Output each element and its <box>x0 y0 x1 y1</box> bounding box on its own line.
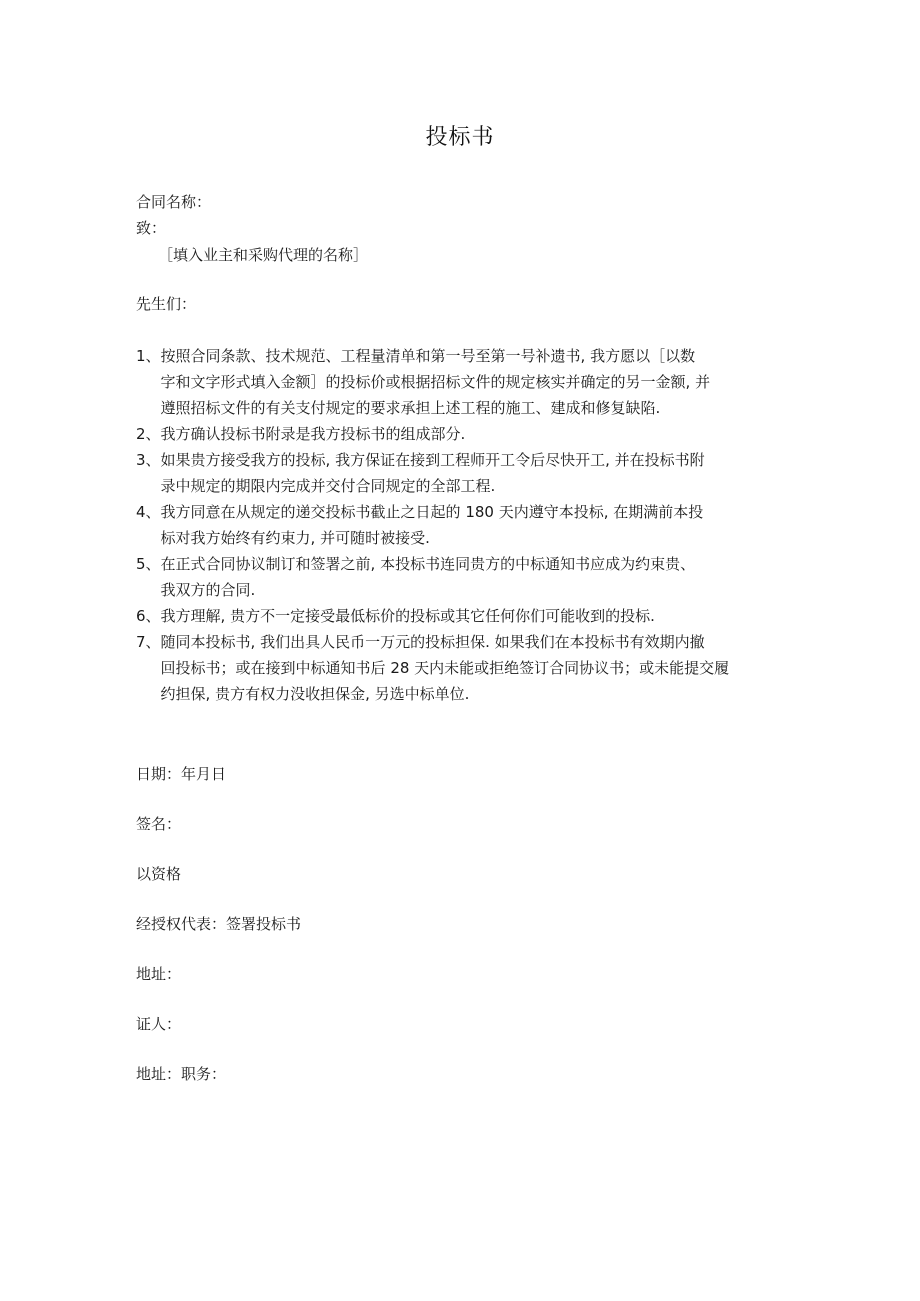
list-item-number: 1、 <box>136 347 161 365</box>
list-item-number: 6、 <box>136 607 161 625</box>
list-item-text: 我双方的合同. <box>160 581 256 599</box>
salutation: 先生们： <box>136 295 197 313</box>
address-position-line: 地址：职务： <box>136 1065 227 1083</box>
recipient-placeholder: ［填入业主和采购代理的名称］ <box>158 246 369 264</box>
document-title: 投标书 <box>425 125 495 150</box>
list-item-text: 标对我方始终有约束力, 并可随时被接受. <box>160 529 430 547</box>
bid-terms-list <box>136 343 796 707</box>
list-item-text: 我方理解, 贵方不一定接受最低标价的投标或其它任何你们可能收到的投标. <box>160 607 655 625</box>
list-item-number: 2、 <box>136 425 161 443</box>
list-item-text: 我方确认投标书附录是我方投标书的组成部分. <box>160 425 466 443</box>
list-item-text: 按照合同条款、技术规范、工程量清单和第一号至第一号补遗书, 我方愿以［以数 <box>160 347 696 365</box>
list-item-text: 遵照招标文件的有关支付规定的要求承担上述工程的施工、建成和修复缺陷. <box>160 399 661 417</box>
list-item <box>136 343 796 421</box>
address-label: 地址： <box>136 965 182 983</box>
capacity-line: 以资格 <box>136 865 182 883</box>
list-item <box>136 551 796 603</box>
list-item-text: 约担保, 贵方有权力没收担保金, 另选中标单位. <box>160 685 470 703</box>
list-item-text: 回投标书；或在接到中标通知书后 28 天内未能或拒绝签订合同协议书；或未能提交履 <box>160 659 730 677</box>
list-item-text: 在正式合同协议制订和签署之前, 本投标书连同贵方的中标通知书应成为约束贵、 <box>160 555 696 573</box>
list-item-number: 3、 <box>136 451 161 469</box>
list-item <box>136 603 796 629</box>
list-item-number: 5、 <box>136 555 161 573</box>
date-line: 日期：年月日 <box>136 765 227 783</box>
signature-label: 签名： <box>136 815 182 833</box>
list-item <box>136 447 796 499</box>
list-item <box>136 499 796 551</box>
list-item-number: 7、 <box>136 633 161 651</box>
list-item <box>136 421 796 447</box>
list-item-text: 字和文字形式填入金额］的投标价或根据招标文件的规定核实并确定的另一金额, 并 <box>160 373 711 391</box>
list-item-number: 4、 <box>136 503 161 521</box>
authorized-representative-line: 经授权代表：签署投标书 <box>136 915 302 933</box>
to-label: 致： <box>136 219 167 237</box>
list-item-text: 我方同意在从规定的递交投标书截止之日起的 180 天内遵守本投标, 在期满前本投 <box>160 503 704 521</box>
list-item <box>136 629 796 707</box>
list-item-text: 录中规定的期限内完成并交付合同规定的全部工程. <box>160 477 496 495</box>
witness-label: 证人： <box>136 1015 182 1033</box>
list-item-text: 随同本投标书, 我们出具人民币一万元的投标担保. 如果我们在本投标书有效期内撤 <box>160 633 705 651</box>
contract-name-label: 合同名称： <box>136 193 212 211</box>
list-item-text: 如果贵方接受我方的投标, 我方保证在接到工程师开工令后尽快开工, 并在投标书附 <box>160 451 705 469</box>
